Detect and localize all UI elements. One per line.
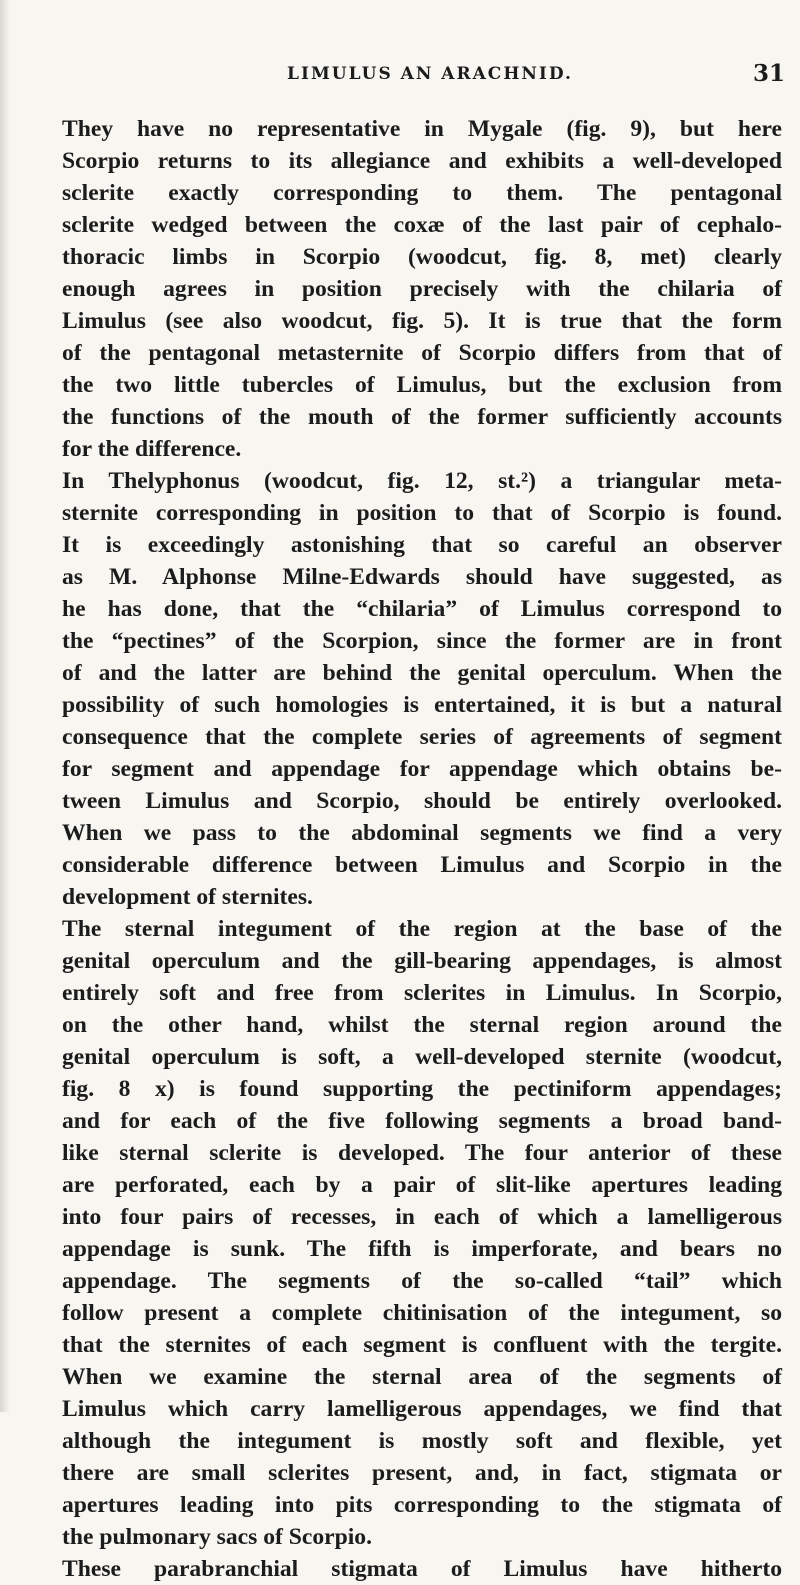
text-line: he has done, that the “chilaria” of Limulus correspond to <box>62 596 782 622</box>
text-line: genital operculum is soft, a well-developed sternite (woodcut, <box>62 1044 782 1070</box>
text-line: enough agrees in position precisely with the chilaria of <box>62 276 782 302</box>
text-line: for the difference. <box>62 436 242 462</box>
text-line: In Thelyphonus (woodcut, fig. 12, st.²) a triangular meta- <box>62 468 782 494</box>
text-line: It is exceedingly astonishing that so careful an observer <box>62 532 782 558</box>
text-line: appendage is sunk. The fifth is imperforate, and bears no <box>62 1236 782 1262</box>
text-line: Scorpio returns to its allegiance and exhibits a well-developed <box>62 148 782 174</box>
text-line: considerable difference between Limulus and Scorpio in the <box>62 852 782 878</box>
text-line: follow present a complete chitinisation of the integument, so <box>62 1300 782 1326</box>
text-line: the two little tubercles of Limulus, but the exclusion from <box>62 372 782 398</box>
text-line: the functions of the mouth of the former sufficiently accounts <box>62 404 782 430</box>
text-line: are perforated, each by a pair of slit-like apertures leading <box>62 1172 782 1198</box>
text-line: development of sternites. <box>62 884 313 910</box>
body-text <box>62 113 782 1585</box>
text-line: although the integument is mostly soft and flexible, yet <box>62 1428 782 1454</box>
text-line: on the other hand, whilst the sternal region around the <box>62 1012 782 1038</box>
text-line: tween Limulus and Scorpio, should be entirely overlooked. <box>62 788 782 814</box>
text-line: for segment and appendage for appendage which obtains be- <box>62 756 782 782</box>
text-line: genital operculum and the gill-bearing appendages, is almost <box>62 948 782 974</box>
text-line: When we pass to the abdominal segments we find a very <box>62 820 782 846</box>
text-line: possibility of such homologies is entertained, it is but a natural <box>62 692 782 718</box>
text-line: These parabranchial stigmata of Limulus have hitherto <box>62 1556 782 1582</box>
text-line: there are small sclerites present, and, in fact, stigmata or <box>62 1460 782 1486</box>
text-line: They have no representative in Mygale (fig. 9), but here <box>62 116 782 142</box>
text-line: the pulmonary sacs of Scorpio. <box>62 1524 373 1550</box>
text-line: thoracic limbs in Scorpio (woodcut, fig. 8, met) clearly <box>62 244 782 270</box>
text-line: of the pentagonal metasternite of Scorpio differs from that of <box>62 340 782 366</box>
text-line: like sternal sclerite is developed. The four anterior of these <box>62 1140 782 1166</box>
text-line: When we examine the sternal area of the segments of <box>62 1364 782 1390</box>
text-line: Limulus which carry lamelligerous appendages, we find that <box>62 1396 782 1422</box>
text-line: The sternal integument of the region at the base of the <box>62 916 782 942</box>
text-line: that the sternites of each segment is confluent with the tergite. <box>62 1332 782 1358</box>
text-line: sclerite wedged between the coxæ of the last pair of cephalo- <box>62 212 782 238</box>
text-line: as M. Alphonse Milne-Edwards should have suggested, as <box>62 564 782 590</box>
text-line: entirely soft and free from sclerites in Limulus. In Scorpio, <box>62 980 782 1006</box>
text-line: sclerite exactly corresponding to them. The pentagonal <box>62 180 782 206</box>
text-line: fig. 8 x) is found supporting the pectiniform appendages; <box>62 1076 782 1102</box>
text-line: and for each of the five following segments a broad band- <box>62 1108 782 1134</box>
running-title: LIMULUS AN ARACHNID. <box>287 64 573 84</box>
text-line: the “pectines” of the Scorpion, since the former are in front <box>62 628 782 654</box>
text-line: Limulus (see also woodcut, fig. 5). It is true that the form <box>62 308 782 334</box>
running-head <box>60 62 800 92</box>
text-line: into four pairs of recesses, in each of which a lamelligerous <box>62 1204 782 1230</box>
text-line: apertures leading into pits corresponding to the stigmata of <box>62 1492 782 1518</box>
text-line: sternite corresponding in position to that of Scorpio is found. <box>62 500 782 526</box>
text-line: appendage. The segments of the so-called “tail” which <box>62 1268 782 1294</box>
page-binding-shadow <box>0 0 10 1412</box>
page-number: 31 <box>752 60 785 87</box>
text-line: consequence that the complete series of agreements of segment <box>62 724 782 750</box>
text-line: of and the latter are behind the genital operculum. When the <box>62 660 782 686</box>
